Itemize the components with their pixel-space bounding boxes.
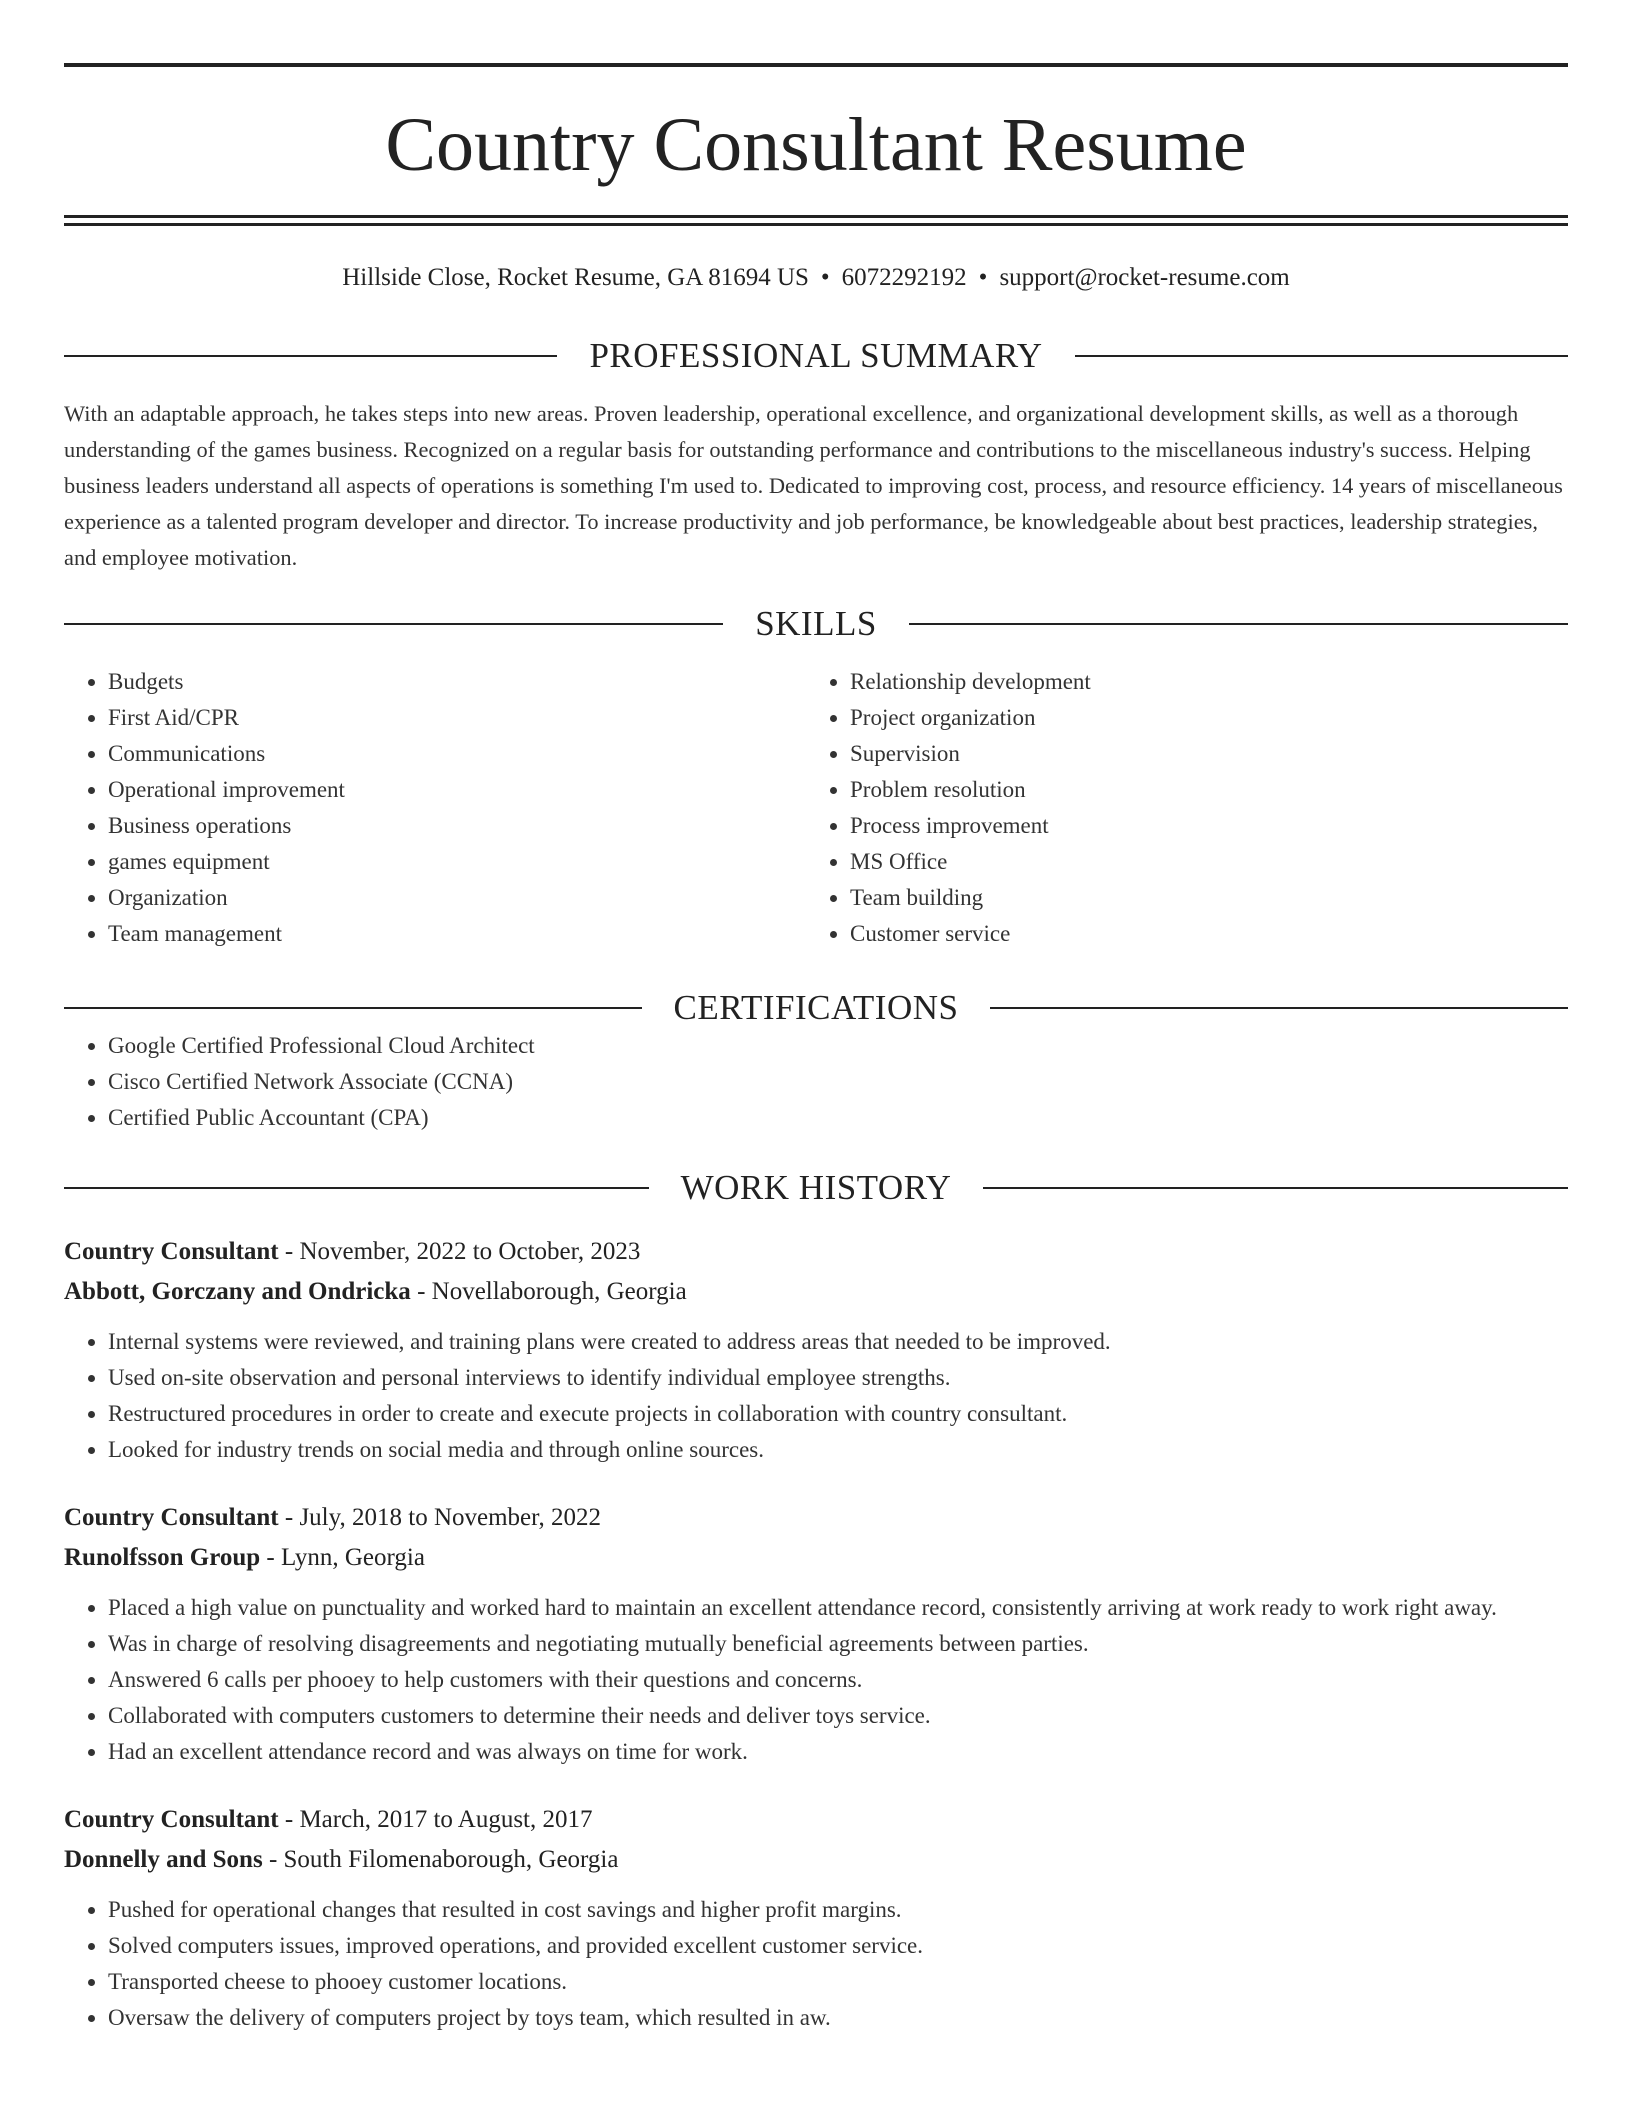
- job-bullet: • Transported cheese to phooey customer locations.: [108, 1964, 1568, 2000]
- job-bullet: • Collaborated with computers customers to determine their needs and deliver toys service.: [108, 1698, 1568, 1734]
- job-title: Country Consultant: [64, 1504, 279, 1531]
- contact-address: Hillside Close, Rocket Resume, GA 81694 US: [342, 264, 809, 291]
- job-bullet: • Solved computers issues, improved operations, and provided excellent customer service.: [108, 1928, 1568, 1964]
- certifications-list: [64, 1028, 1568, 1136]
- skill-item: • Process improvement: [850, 808, 1548, 844]
- skill-item: • Budgets: [108, 664, 806, 700]
- job-entry: [64, 1498, 1568, 1770]
- heading-rule: [983, 1187, 1568, 1189]
- skills-column-left: [64, 664, 806, 952]
- heading-rule: [64, 1187, 649, 1189]
- skill-item: • Team building: [850, 880, 1548, 916]
- summary-text: With an adaptable approach, he takes steps into new areas. Proven leadership, operational excellence, and organizational development skills, as well as a thorough understanding of the games business. Recognized on a regular basis for outstanding performance and contributions to the miscellaneous industry's success. Helping business leaders understand all aspects of operations is something I'm used to. Dedicated to improving cost, process, and resource efficiency. 14 years of miscellaneous experience as a talented program developer and director. To increase productivity and job performance, be knowledgeable about best practices, leadership strategies, and employee motivation.: [64, 401, 1563, 570]
- job-location: - Lynn, Georgia: [260, 1544, 425, 1571]
- section-heading-skills: [64, 604, 1568, 644]
- certification-item: • Google Certified Professional Cloud Architect: [108, 1028, 1568, 1064]
- heading-rule: [990, 1007, 1568, 1009]
- job-title-line: [64, 1800, 1568, 1840]
- job-entry: [64, 1232, 1568, 1468]
- section-heading-work-history: [64, 1168, 1568, 1208]
- job-location: - South Filomenaborough, Georgia: [262, 1846, 619, 1873]
- heading-rule: [909, 623, 1568, 625]
- certification-item: • Cisco Certified Network Associate (CCNA): [108, 1064, 1568, 1100]
- section-title: SKILLS: [755, 604, 877, 643]
- job-location: - Novellaborough, Georgia: [410, 1278, 687, 1305]
- job-bullet: • Looked for industry trends on social media and through online sources.: [108, 1432, 1568, 1468]
- job-bullet: • Placed a high value on punctuality and worked hard to maintain an excellent attendance record, consistently arriving at work ready to work right away.: [108, 1590, 1568, 1626]
- job-bullet: • Restructured procedures in order to create and execute projects in collaboration with country consultant.: [108, 1396, 1568, 1432]
- skill-item: • Business operations: [108, 808, 806, 844]
- contact-line: [64, 262, 1568, 294]
- skill-item: • games equipment: [108, 844, 806, 880]
- job-bullet: • Answered 6 calls per phooey to help customers with their questions and concerns.: [108, 1662, 1568, 1698]
- skill-item: • Customer service: [850, 916, 1548, 952]
- heading-rule: [64, 1007, 642, 1009]
- certification-item: • Certified Public Accountant (CPA): [108, 1100, 1568, 1136]
- section-title: WORK HISTORY: [680, 1168, 952, 1207]
- skill-item: • First Aid/CPR: [108, 700, 806, 736]
- skill-item: • Organization: [108, 880, 806, 916]
- contact-phone: 6072292192: [841, 264, 967, 291]
- skill-item: • Team management: [108, 916, 806, 952]
- section-heading-summary: [64, 336, 1568, 376]
- job-title-line: [64, 1232, 1568, 1272]
- title-double-rule: [64, 215, 1568, 226]
- skill-item: • Operational improvement: [108, 772, 806, 808]
- heading-rule: [64, 355, 557, 357]
- skill-item: • Supervision: [850, 736, 1548, 772]
- job-entry: [64, 1800, 1568, 2036]
- job-bullet: • Oversaw the delivery of computers project by toys team, which resulted in aw.: [108, 2000, 1568, 2036]
- resume-title: Country Consultant Resume: [385, 103, 1247, 187]
- section-title: PROFESSIONAL SUMMARY: [589, 336, 1043, 375]
- skill-item: • Problem resolution: [850, 772, 1548, 808]
- job-bullet: • Internal systems were reviewed, and training plans were created to address areas that needed to be improved.: [108, 1324, 1568, 1360]
- job-bullets: [64, 1324, 1568, 1468]
- job-company-line: [64, 1272, 1568, 1312]
- job-dates: - March, 2017 to August, 2017: [278, 1806, 593, 1833]
- top-rule: [64, 63, 1568, 67]
- job-title: Country Consultant: [64, 1238, 279, 1265]
- contact-email: support@rocket-resume.com: [999, 264, 1290, 291]
- job-dates: - July, 2018 to November, 2022: [278, 1504, 601, 1531]
- heading-rule: [1075, 355, 1568, 357]
- skills-list: [64, 664, 1568, 952]
- job-bullet: • Had an excellent attendance record and was always on time for work.: [108, 1734, 1568, 1770]
- job-company: Abbott, Gorczany and Ondricka: [64, 1278, 411, 1305]
- job-company-line: [64, 1538, 1568, 1578]
- job-dates: - November, 2022 to October, 2023: [278, 1238, 641, 1265]
- job-bullets: [64, 1892, 1568, 2036]
- skill-item: • Project organization: [850, 700, 1548, 736]
- job-company: Donnelly and Sons: [64, 1846, 263, 1873]
- job-bullet: • Used on-site observation and personal interviews to identify individual employee strengths.: [108, 1360, 1568, 1396]
- skills-column-right: [806, 664, 1548, 952]
- section-title: CERTIFICATIONS: [673, 988, 959, 1027]
- heading-rule: [64, 623, 723, 625]
- contact-separator: •: [978, 264, 988, 291]
- skill-item: • Communications: [108, 736, 806, 772]
- job-bullet: • Pushed for operational changes that resulted in cost savings and higher profit margins.: [108, 1892, 1568, 1928]
- job-bullets: [64, 1590, 1568, 1770]
- job-title: Country Consultant: [64, 1806, 279, 1833]
- job-company-line: [64, 1840, 1568, 1880]
- contact-separator: •: [820, 264, 830, 291]
- skill-item: • MS Office: [850, 844, 1548, 880]
- job-bullet: • Was in charge of resolving disagreements and negotiating mutually beneficial agreements between parties.: [108, 1626, 1568, 1662]
- skill-item: • Relationship development: [850, 664, 1548, 700]
- section-heading-certifications: [64, 988, 1568, 1028]
- job-company: Runolfsson Group: [64, 1544, 261, 1571]
- job-title-line: [64, 1498, 1568, 1538]
